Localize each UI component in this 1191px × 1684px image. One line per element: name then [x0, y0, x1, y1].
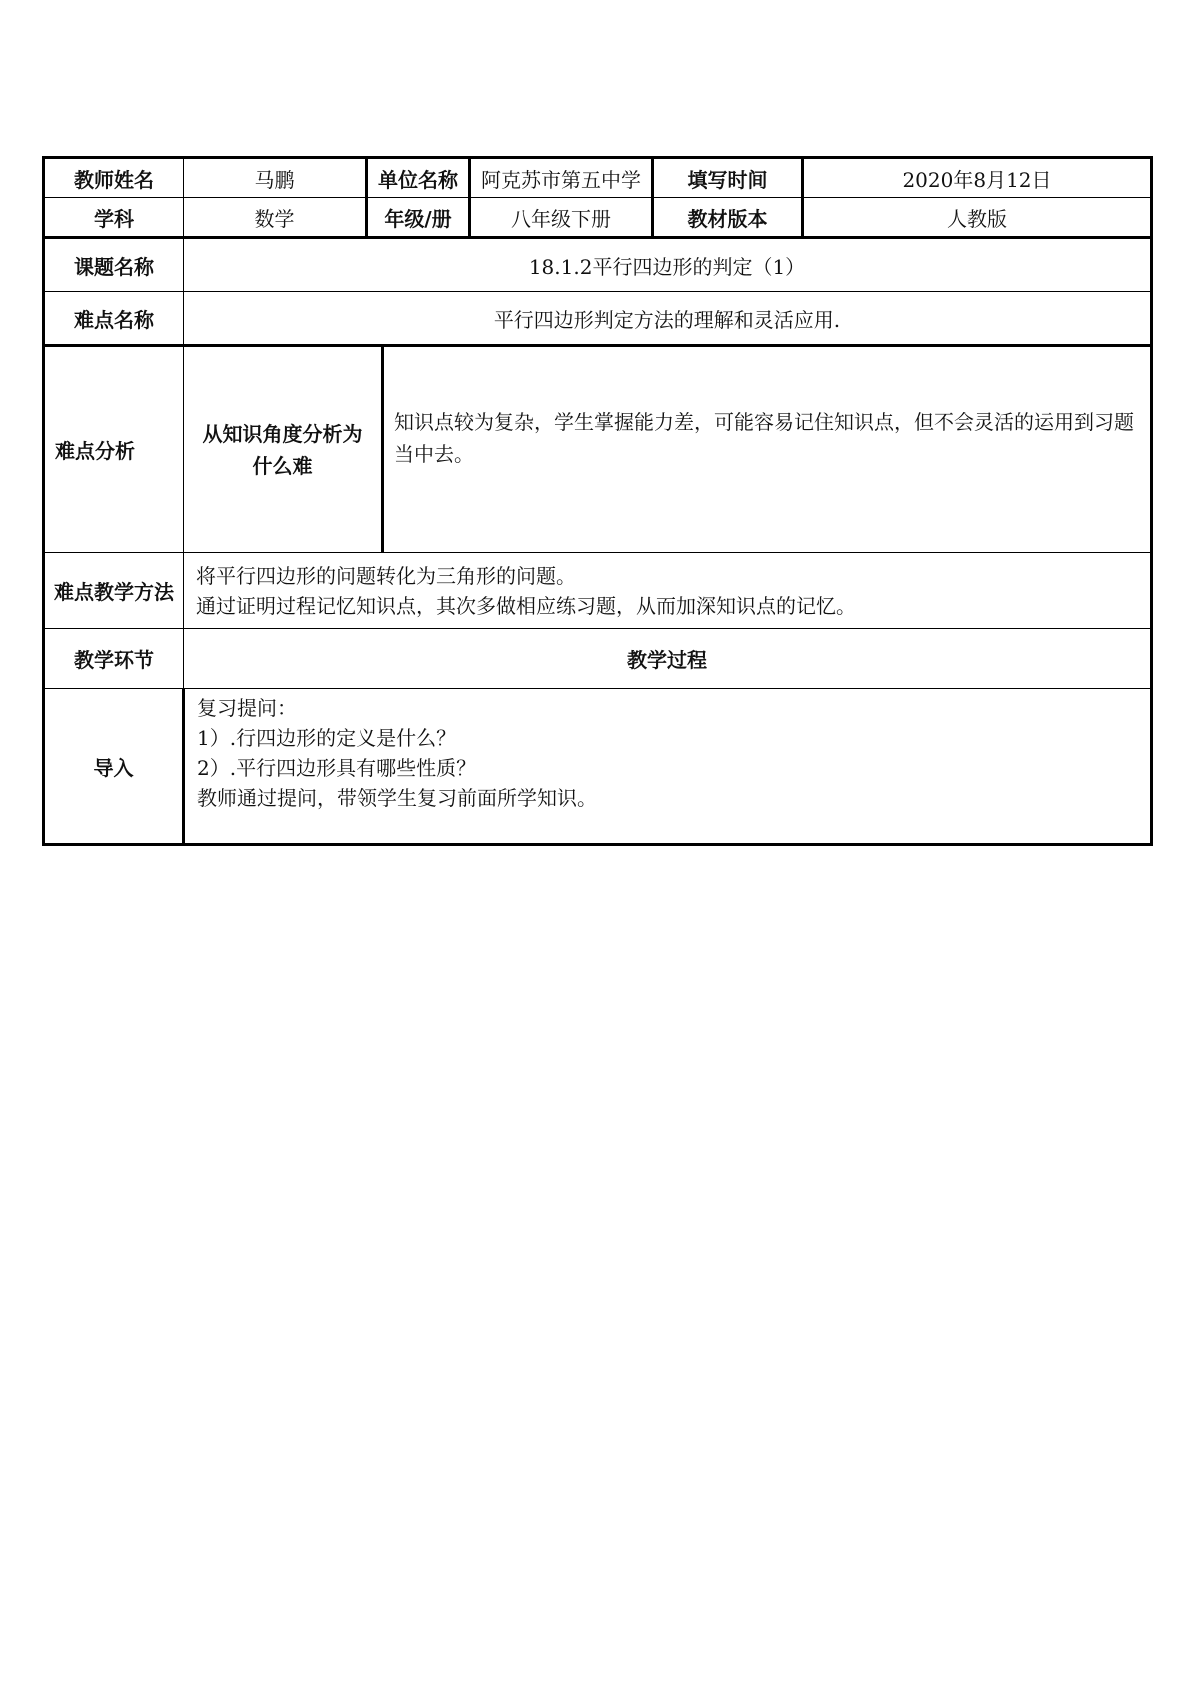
method-label: 难点教学方法: [44, 553, 184, 629]
header-row-2: [44, 198, 1152, 238]
process-label: 教学环节: [44, 629, 184, 689]
unit-value: 阿克苏市第五中学: [470, 158, 653, 198]
grade-value: 八年级下册: [470, 198, 653, 238]
method-line-1: 将平行四边形的问题转化为三角形的问题。: [196, 563, 576, 588]
lesson-plan-table: [42, 156, 1153, 846]
header-row-1: [44, 158, 1152, 198]
teacher-label: 教师姓名: [44, 158, 184, 198]
topic-row: [44, 238, 1152, 292]
subject-value: 数学: [184, 198, 367, 238]
analysis-text: 知识点较为复杂，学生掌握能力差，可能容易记住知识点，但不会灵活的运用到习题当中去。: [394, 409, 1134, 466]
intro-text: [184, 689, 1152, 845]
date-label: 填写时间: [653, 158, 803, 198]
intro-row: [44, 689, 1152, 845]
intro-line-3: 2）.平行四边形具有哪些性质？: [197, 756, 477, 780]
topic-label: 课题名称: [44, 238, 184, 292]
method-text: [184, 553, 1152, 629]
difficulty-label: 难点名称: [44, 292, 184, 346]
difficulty-value: 平行四边形判定方法的理解和灵活应用.: [184, 292, 1152, 346]
date-value: 2020年8月12日: [803, 158, 1152, 198]
analysis-label: 难点分析: [44, 346, 184, 553]
grade-label: 年级/册: [367, 198, 470, 238]
process-header: 教学过程: [184, 629, 1152, 689]
intro-label: 导入: [44, 689, 184, 845]
intro-line-1: 复习提问：: [197, 696, 297, 720]
analysis-cell: [184, 346, 1152, 553]
analysis-sub-label: 从知识角度分析为什么难: [184, 347, 384, 552]
intro-line-4: 教师通过提问，带领学生复习前面所学知识。: [197, 786, 597, 810]
lesson-plan-document: [42, 156, 1150, 846]
method-line-2: 通过证明过程记忆知识点，其次多做相应练习题，从而加深知识点的记忆。: [196, 593, 856, 618]
analysis-row: [44, 346, 1152, 553]
edition-value: 人教版: [803, 198, 1152, 238]
topic-value: 18.1.2平行四边形的判定（1）: [184, 238, 1152, 292]
process-row: [44, 629, 1152, 689]
edition-label: 教材版本: [653, 198, 803, 238]
unit-label: 单位名称: [367, 158, 470, 198]
teacher-value: 马鹏: [184, 158, 367, 198]
method-row: [44, 553, 1152, 629]
intro-line-2: 1）.行四边形的定义是什么？: [197, 726, 457, 750]
subject-label: 学科: [44, 198, 184, 238]
